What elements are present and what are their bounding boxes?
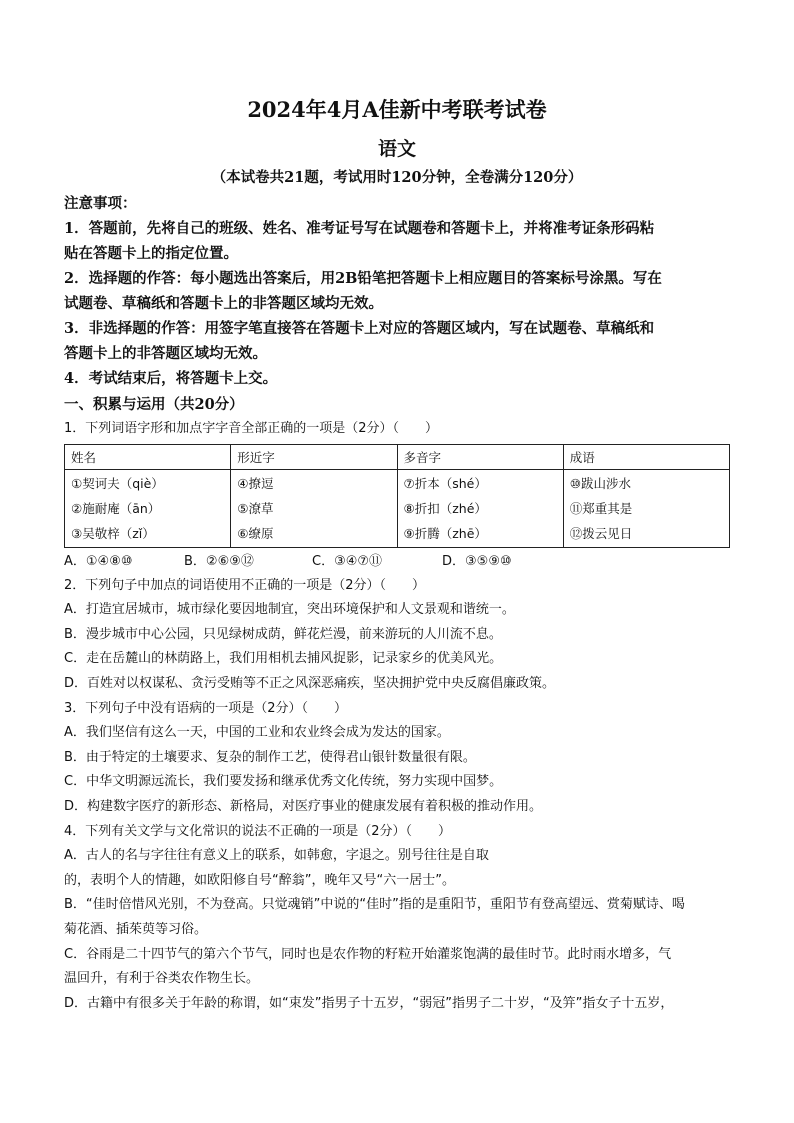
word-table — [64, 444, 730, 548]
question-2 — [64, 574, 730, 697]
question-line: A．打造宜居城市，城市绿化要因地制宜，突出环境保护和人文景观和谐统一。 — [64, 602, 515, 618]
table-cell-text: ⑧折扣（zhé） — [403, 500, 487, 516]
question-line: 的，表明个人的情趣，如欧阳修自号“醉翁”，晚年又号“六一居士”。 — [64, 872, 455, 888]
exam-title: 2024年4月A佳新中考联考试卷 — [247, 97, 547, 122]
table-header: 多音字 — [397, 444, 563, 469]
question-line: C．谷雨是二十四节气的第六个节气，同时也是农作物的籽粒开始灌浆饱满的最佳时节。此时雨水增多，气 — [64, 946, 672, 962]
question-line: A．我们坚信有这么一天，中国的工业和农业终会成为发达的国家。 — [64, 725, 450, 741]
question-line: D．百姓对以权谋私、贪污受贿等不正之风深恶痛疾，坚决拥护党中央反腐倡廉政策。 — [64, 675, 556, 691]
option-b: B．②⑥⑨⑫ — [184, 553, 254, 569]
table-cell-text: ③吴敬梓（zǐ） — [71, 525, 155, 541]
table-header: 形近字 — [231, 444, 397, 469]
table-cell-text: ⑫拨云见日 — [569, 525, 633, 541]
question-line: B．“佳时倍惜风光别，不为登高。只觉魂销”中说的“佳时”指的是重阳节，重阳节有登高望远、赏菊赋诗、喝 — [64, 897, 685, 913]
question-line: C．走在岳麓山的林荫路上，我们用相机去捕风捉影，记录家乡的优美风光。 — [64, 651, 503, 667]
table-cell — [231, 469, 397, 547]
option-c: C．③④⑦⑪ — [312, 553, 383, 569]
table-cell — [397, 469, 563, 547]
table-header: 成语 — [563, 444, 729, 469]
question-3 — [64, 697, 730, 820]
notice-line: 1．答题前，先将自己的班级、姓名、准考证号写在试题卷和答题卡上，并将准考证条形码粘 — [64, 220, 655, 237]
question-stem: 1．下列词语字形和加点字字音全部正确的一项是（2分）（ ） — [64, 421, 439, 436]
section-title: 一、积累与运用（共20分） — [64, 396, 244, 413]
table-cell-text: ⑩跋山涉水 — [569, 475, 631, 491]
table-cell — [65, 469, 231, 547]
answer-options — [64, 550, 730, 574]
exam-scope: （本试卷共21题，考试用时120分钟，全卷满分120分） — [211, 169, 583, 186]
table-row — [65, 469, 730, 547]
question-stem: 3．下列句子中没有语病的一项是（2分）（ ） — [64, 700, 348, 716]
notice-line: 4．考试结束后，将答题卡上交。 — [64, 370, 278, 387]
subject-title: 语文 — [377, 138, 416, 160]
notice-line: 试题卷、草稿纸和答题卡上的非答题区域均无效。 — [64, 295, 383, 312]
table-cell-text: ⑤潦草 — [237, 500, 274, 516]
question-line: B．由于特定的土壤要求、复杂的制作工艺，使得君山银针数量很有限。 — [64, 749, 476, 765]
question-line: D．构建数字医疗的新形态、新格局，对医疗事业的健康发展有着积极的推动作用。 — [64, 798, 543, 814]
question-1 — [64, 417, 730, 574]
table-cell-text: ⑨折腾（zhē） — [403, 525, 487, 541]
notice-line: 贴在答题卡上的指定位置。 — [64, 245, 238, 262]
question-4 — [64, 820, 730, 1017]
notice-line: 2．选择题的作答：每小题选出答案后，用2B铅笔把答题卡上相应题目的答案标号涂黑。写在 — [64, 270, 662, 287]
table-cell-text: ⑦折本（shé） — [403, 475, 487, 491]
question-line: D．古籍中有很多关于年龄的称谓，如“束发”指男子十五岁，“弱冠”指男子二十岁，“及笄”指女子十五岁， — [64, 995, 674, 1011]
table-header-row — [65, 444, 730, 469]
question-line: 温回升，有利于谷类农作物生长。 — [64, 971, 260, 987]
notice-line: 3．非选择题的作答：用签字笔直接答在答题卡上对应的答题区域内，写在试题卷、草稿纸和 — [64, 320, 655, 337]
question-stem: 4．下列有关文学与文化常识的说法不正确的一项是（2分）（ ） — [64, 823, 452, 839]
question-stem: 2．下列句子中加点的词语使用不正确的一项是（2分）（ ） — [64, 577, 426, 593]
option-a: A．①④⑧⑩ — [64, 553, 133, 569]
question-line: B．漫步城市中心公园，只见绿树成荫，鲜花烂漫，前来游玩的人川流不息。 — [64, 626, 502, 642]
table-cell-text: ⑪郑重其是 — [569, 500, 633, 516]
table-header: 姓名 — [65, 444, 231, 469]
question-line: C．中华文明源远流长，我们要发扬和继承优秀文化传统，努力实现中国梦。 — [64, 774, 503, 790]
notice-block — [64, 192, 730, 391]
notice-title: 注意事项： — [64, 195, 137, 212]
question-line: 菊花酒、插茱萸等习俗。 — [64, 921, 208, 937]
table-cell-text: ②施耐庵（ān） — [71, 500, 161, 516]
option-d: D．③⑤⑨⑩ — [442, 553, 512, 569]
table-cell-text: ⑥缭原 — [237, 525, 274, 541]
question-line: A．古人的名与字往往有意义上的联系，如韩愈，字退之。别号往往是自取 — [64, 848, 489, 864]
table-cell-text: ①契诃夫（qiè） — [71, 475, 164, 491]
notice-line: 答题卡上的非答题区域均无效。 — [64, 345, 267, 362]
table-cell — [563, 469, 729, 547]
table-cell-text: ④撩逗 — [237, 475, 274, 491]
